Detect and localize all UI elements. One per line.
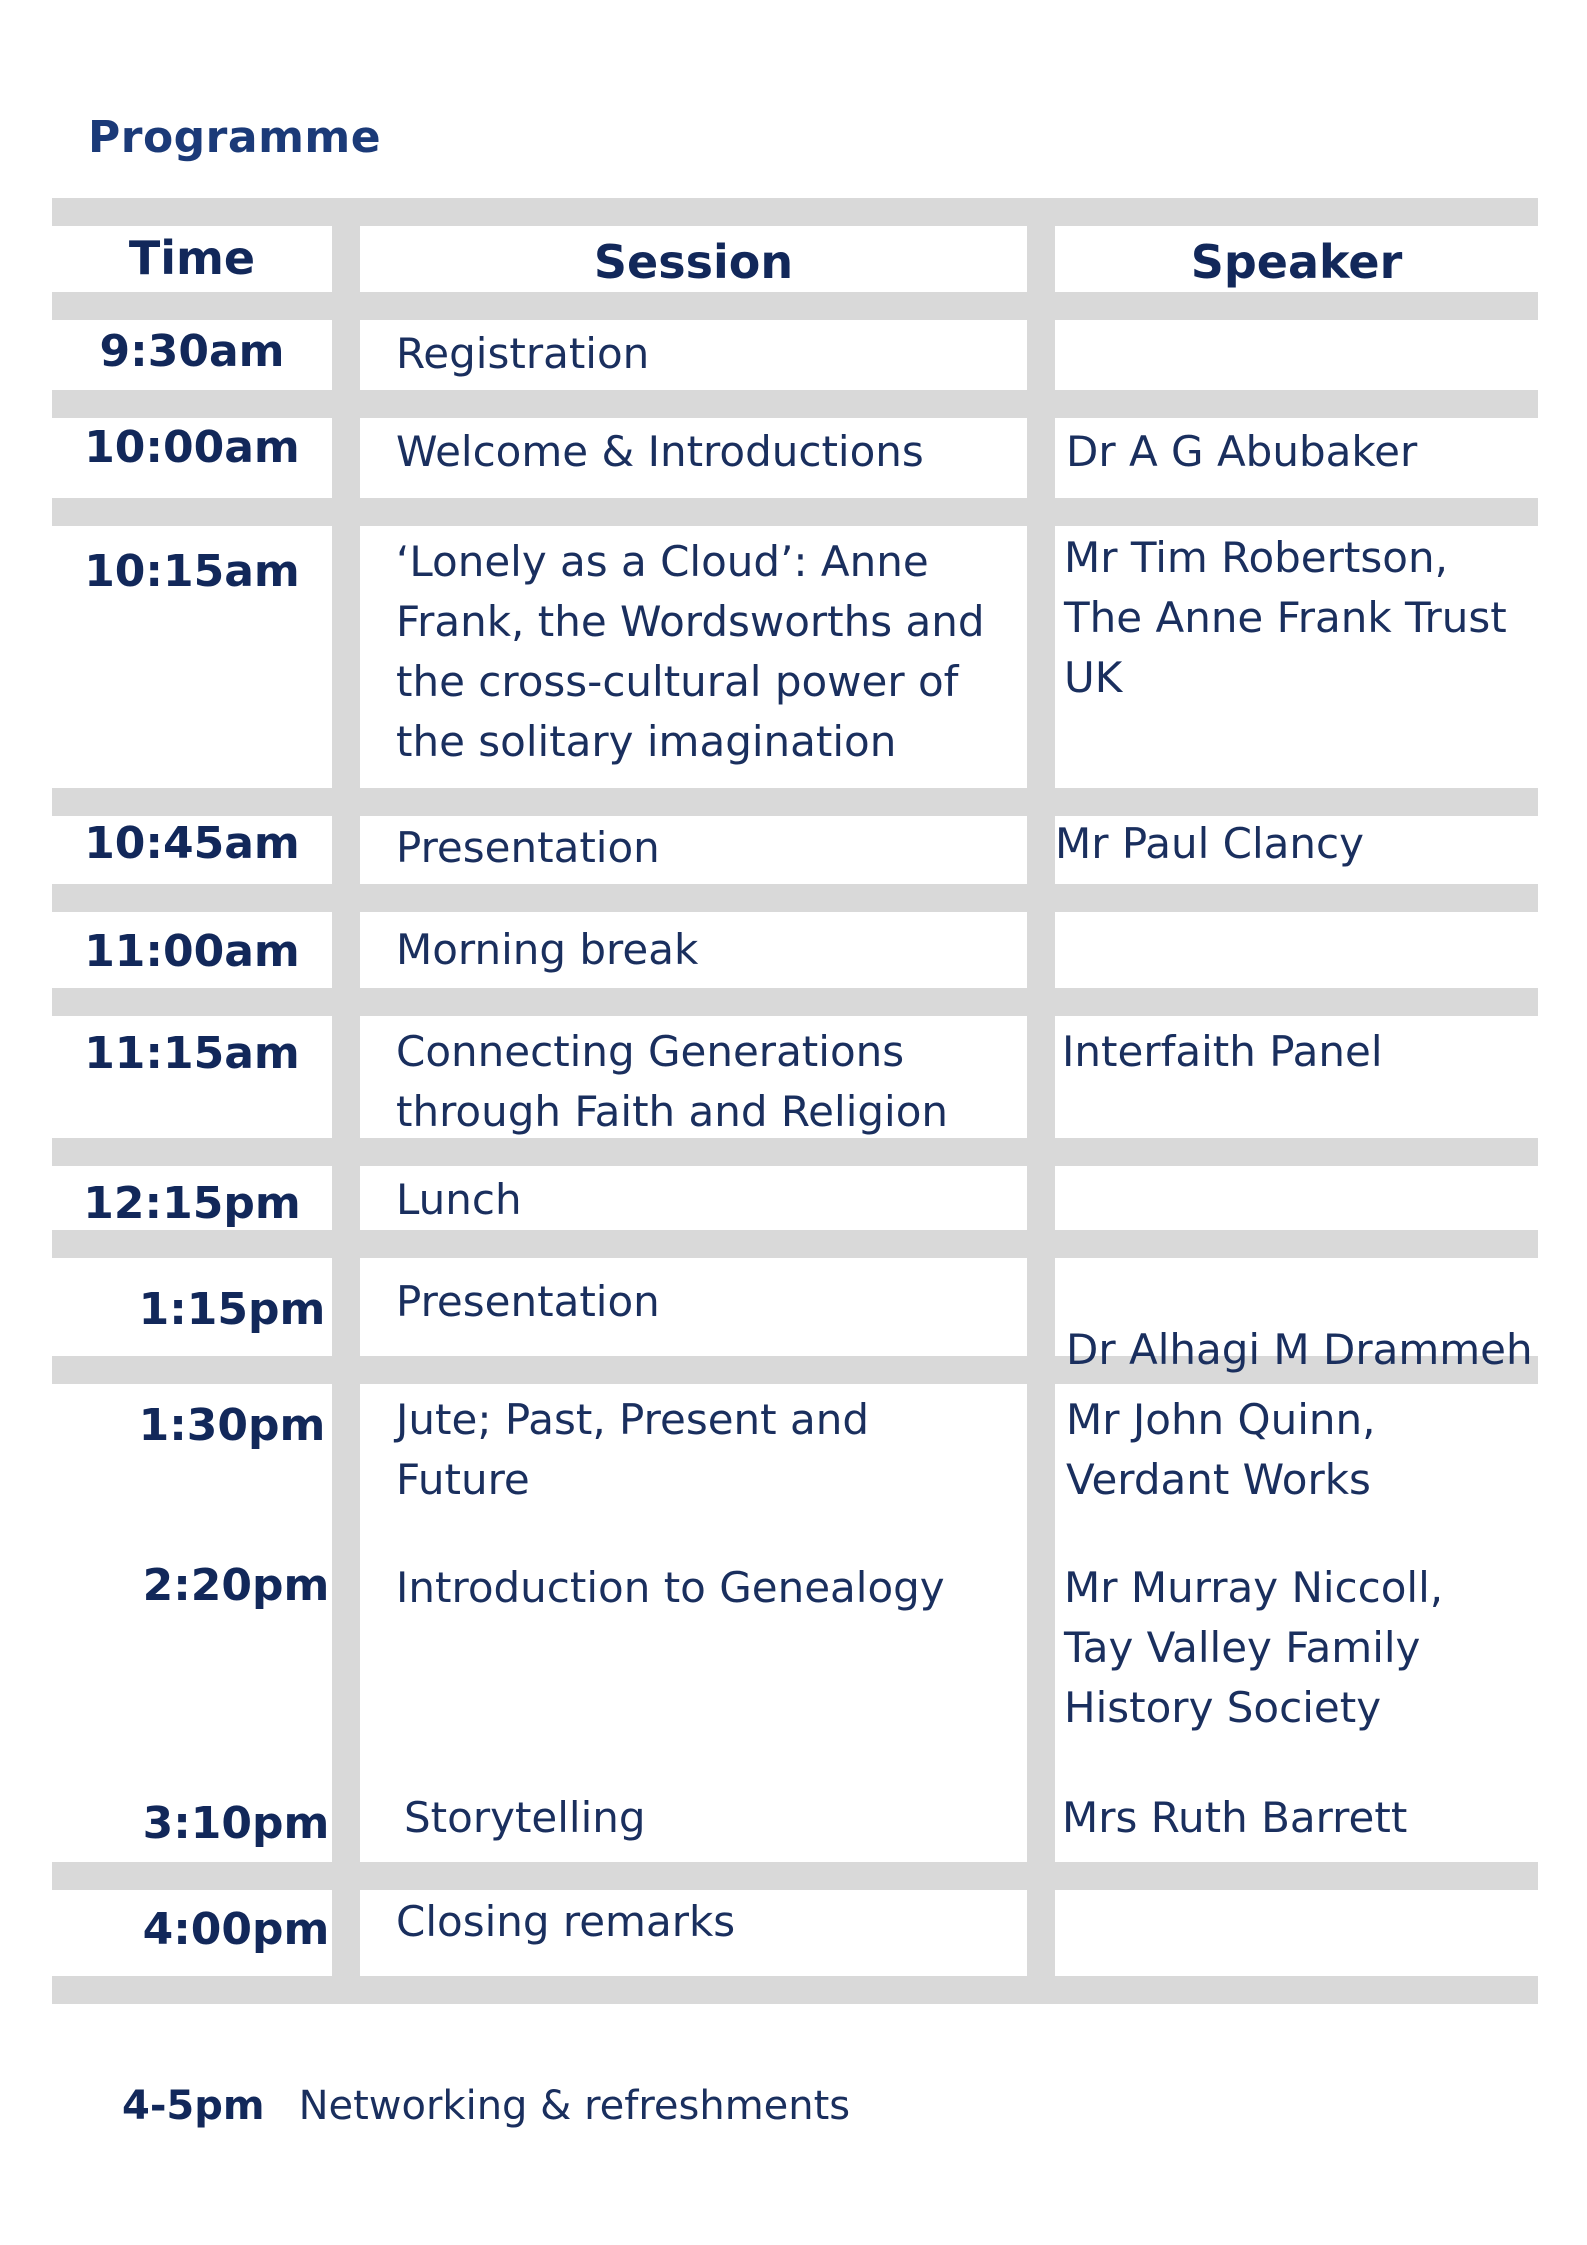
time-cell: 12:15pm — [83, 1178, 301, 1229]
session-cell: Welcome & Introductions — [396, 427, 924, 476]
time-cell: 9:30am — [99, 326, 285, 377]
session-cell: Storytelling — [404, 1793, 646, 1842]
speaker-cell: Interfaith Panel — [1062, 1027, 1383, 1076]
speaker-cell: Mr John Quinn, Verdant Works — [1066, 1395, 1376, 1504]
column-divider — [1027, 198, 1055, 2004]
time-cell: 1:30pm — [138, 1400, 326, 1451]
speaker-cell: Dr Alhagi M Drammeh — [1066, 1325, 1533, 1374]
row-divider — [52, 498, 1538, 526]
column-header-session: Session — [593, 235, 794, 289]
time-cell: 10:00am — [84, 422, 300, 473]
speaker-cell: Dr A G Abubaker — [1066, 427, 1418, 476]
row-divider — [52, 1230, 1538, 1258]
speaker-cell: Mr Murray Niccoll, Tay Valley Family History Society — [1064, 1563, 1444, 1732]
time-cell: 11:15am — [84, 1028, 300, 1079]
time-cell: 1:15pm — [138, 1284, 326, 1335]
time-cell: 2:20pm — [142, 1560, 330, 1611]
page-title: Programme — [88, 112, 382, 163]
time-cell: 3:10pm — [142, 1798, 330, 1849]
session-cell: Closing remarks — [396, 1897, 736, 1946]
row-divider — [52, 988, 1538, 1016]
row-divider — [52, 1976, 1538, 2004]
time-cell: 10:15am — [84, 546, 300, 597]
session-cell: Presentation — [396, 1277, 660, 1326]
row-divider — [52, 198, 1538, 226]
session-cell: Lunch — [396, 1175, 522, 1224]
speaker-cell: Mrs Ruth Barrett — [1062, 1793, 1408, 1842]
networking-note — [122, 2076, 850, 2136]
session-cell: ‘Lonely as a Cloud’: Anne Frank, the Wordsworths and the cross-cultural power of the solitary imagination — [396, 537, 985, 766]
row-divider — [52, 884, 1538, 912]
session-cell: Introduction to Genealogy — [396, 1563, 945, 1612]
time-cell: 11:00am — [84, 926, 300, 977]
column-divider — [332, 198, 360, 2004]
programme-table — [52, 198, 1538, 2004]
session-cell: Morning break — [396, 925, 699, 974]
row-divider — [52, 292, 1538, 320]
time-cell: 10:45am — [84, 818, 300, 869]
speaker-cell: Mr Tim Robertson, The Anne Frank Trust UK — [1064, 533, 1507, 702]
session-cell: Presentation — [396, 823, 660, 872]
column-header-speaker: Speaker — [1190, 235, 1403, 289]
session-cell: Registration — [396, 329, 650, 378]
row-divider — [52, 390, 1538, 418]
session-cell: Connecting Generations through Faith and Religion — [396, 1027, 949, 1136]
column-header-time: Time — [128, 231, 256, 285]
session-cell: Jute; Past, Present and Future — [396, 1395, 869, 1504]
networking-time: 4-5pm — [122, 2083, 265, 2129]
time-cell: 4:00pm — [142, 1904, 330, 1955]
row-divider — [52, 1862, 1538, 1890]
speaker-cell: Mr Paul Clancy — [1055, 819, 1364, 868]
row-divider — [52, 1138, 1538, 1166]
networking-label: Networking & refreshments — [298, 2083, 851, 2129]
row-divider — [52, 788, 1538, 816]
